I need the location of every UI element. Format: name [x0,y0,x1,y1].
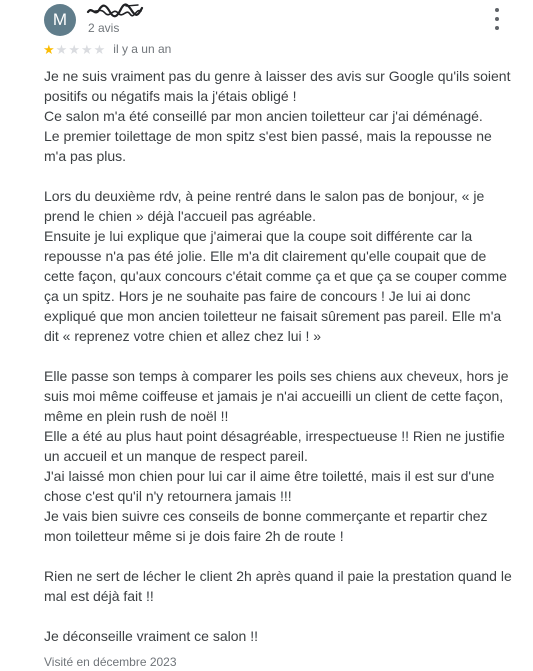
star-filled-icon: ★ [43,41,55,57]
review-paragraph: Elle passe son temps à comparer les poils ses chiens aux cheveux, hors je suis moi même coiffeuse et jamais je n'ai accueilli un client de cette façon, même en plein rush de noël !! Elle a été au plus haut point désagréable, irrespectueuse !! Rien ne justifie un accueil et un manque de respect pareil. J'ai laissé mon chien pour lui car il aime être toiletté, mais il est sur d'une chose c'est qu'il n'y retournera jamais !!! Je vais bien suivre ces conseils de bonne commerçante et repartir chez mon toiletteur même si je dois faire 2h de route ! [44,368,509,544]
rating-row [43,42,171,56]
star-empty-icon: ★ [93,41,106,57]
star-rating [43,43,106,56]
review-paragraph: Rien ne sert de lécher le client 2h après quand il paie la prestation quand le mal est déjà fait !! [44,568,512,604]
star-empty-icon: ★ [80,41,93,57]
review-paragraph: Je déconseille vraiment ce salon !! [44,628,258,644]
review-paragraph: Je ne suis vraiment pas du genre à laisser des avis sur Google qu'ils soient positifs ou négatifs mais la j'étais obligé ! Ce salon m'a été conseillé par mon ancien toiletteur car j'ai déménagé. Le premier toilettage de mon spitz s'est bien passé, mais la repousse ne m'a pas plus. [44,68,511,164]
review-text [44,66,514,666]
author-name-redacted[interactable] [86,2,146,20]
visit-date: Visité en décembre 2023 [44,655,177,669]
avatar[interactable]: M [44,4,76,36]
more-dot [495,8,499,12]
more-vert-icon[interactable] [487,8,507,30]
scribble-redaction-icon [86,2,146,20]
star-empty-icon: ★ [68,41,80,57]
review-paragraph: Lors du deuxième rdv, à peine rentré dans le salon pas de bonjour, « je prend le chien » déjà l'accueil pas agréable. Ensuite je lui explique que j'aimerai que la coupe soit différente car la repousse n'a pas été jolie. Elle m'a dit clairement qu'elle coupait que de cette façon, qu'aux concours c'était comme ça et que ça se couper comme ça un spitz. Hors je ne souhaite pas faire de concours ! Je lui ai donc expliqué que mon ancien toiletteur ne faisait sûrement pas pareil. Elle m'a dit « reprenez votre chien et allez chez lui ! » [44,188,507,344]
review-date: il y a un an [113,42,172,56]
more-dot [495,17,499,21]
star-empty-icon: ★ [55,41,68,57]
more-dot [495,26,499,30]
review-count: 2 avis [88,21,120,35]
